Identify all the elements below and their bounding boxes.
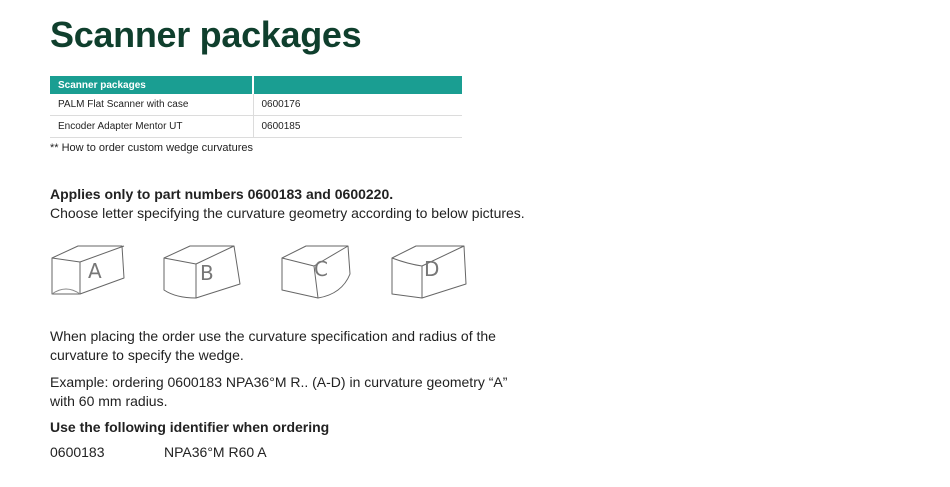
curvature-geometry-figures	[48, 244, 488, 304]
shape-label: C	[314, 257, 328, 281]
placing-text-line1: When placing the order use the curvature specification and radius of the	[50, 328, 496, 344]
table-row	[50, 116, 462, 138]
wedge-shape-c	[282, 246, 350, 298]
shape-label: B	[200, 261, 214, 285]
table-cell-name: PALM Flat Scanner with case	[50, 94, 253, 116]
example-text-line1: Example: ordering 0600183 NPA36°M R.. (A-D) in curvature geometry “A”	[50, 374, 508, 390]
table-cell-number: 0600176	[253, 94, 462, 116]
identifier-part-number: 0600183	[50, 444, 105, 460]
choose-text: Choose letter specifying the curvature geometry according to below pictures.	[50, 205, 525, 221]
table-header-row	[50, 76, 462, 94]
table-row	[50, 94, 462, 116]
table-cell-name: Encoder Adapter Mentor UT	[50, 116, 253, 138]
applies-text: Applies only to part numbers 0600183 and 0600220.	[50, 186, 394, 202]
example-text-line2: with 60 mm radius.	[50, 393, 168, 409]
identifier-code: NPA36°M R60 A	[164, 444, 267, 460]
page-title: Scanner packages	[50, 14, 362, 55]
scanner-packages-table	[50, 76, 462, 138]
placing-text-line2: curvature to specify the wedge.	[50, 347, 244, 363]
table-cell-number: 0600185	[253, 116, 462, 138]
use-following-heading: Use the following identifier when ordering	[50, 419, 330, 435]
wedge-shape-a	[52, 246, 124, 294]
shape-label: D	[424, 257, 440, 281]
table-header-cell: Scanner packages	[50, 76, 253, 94]
table-header-cell	[253, 76, 462, 94]
wedge-shape-d	[392, 246, 466, 298]
footnote: ** How to order custom wedge curvatures	[50, 142, 253, 154]
shape-label: A	[88, 259, 102, 283]
wedge-shape-b	[164, 246, 240, 298]
